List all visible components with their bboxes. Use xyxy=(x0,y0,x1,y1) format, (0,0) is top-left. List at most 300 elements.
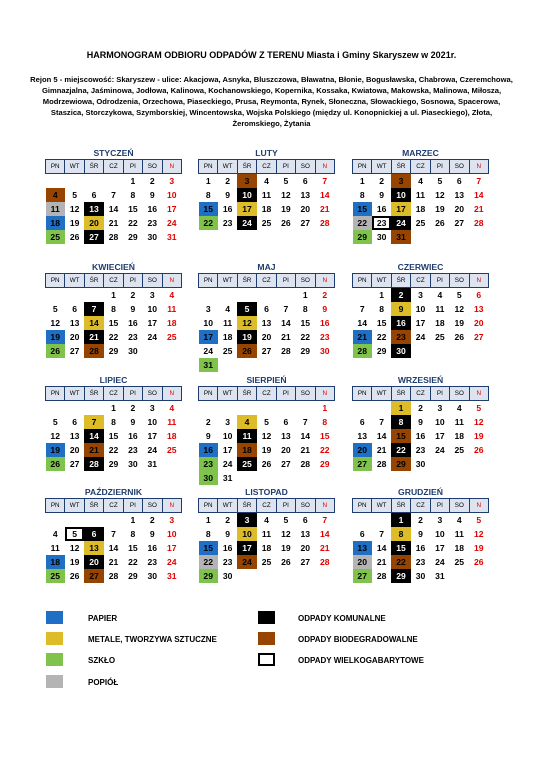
month-name: CZERWIEC xyxy=(397,262,444,272)
day-cell: 29 xyxy=(128,571,138,581)
day-cell: 21 xyxy=(300,445,311,455)
week-row xyxy=(46,527,182,541)
day-cell: 17 xyxy=(237,202,256,216)
day-cell: 22 xyxy=(108,332,119,342)
month-calendar xyxy=(198,262,335,372)
day-cell: 18 xyxy=(261,204,272,214)
day-cell: 6 xyxy=(84,527,103,541)
day-cell: 28 xyxy=(84,457,103,471)
month-calendar xyxy=(352,148,489,244)
day-cell xyxy=(372,401,391,416)
day-cell: 17 xyxy=(435,431,445,441)
day-cell: 2 xyxy=(149,176,155,186)
day-cell: 21 xyxy=(319,543,330,553)
week-row xyxy=(353,202,489,216)
day-cell: 20 xyxy=(300,204,311,214)
day-cell xyxy=(84,513,103,528)
day-cell: 19 xyxy=(69,557,80,567)
day-cell: 16 xyxy=(147,543,158,553)
day-cell: 9 xyxy=(130,417,136,427)
day-cell: 28 xyxy=(108,232,119,242)
day-cell xyxy=(65,174,84,189)
day-cell: 27 xyxy=(300,218,311,228)
day-cell: 1 xyxy=(205,176,211,186)
day-cell: 2 xyxy=(379,176,385,186)
day-cell: 13 xyxy=(454,190,465,200)
day-cell: 4 xyxy=(456,403,462,413)
week-row xyxy=(46,174,182,189)
day-cell: 31 xyxy=(166,571,177,581)
day-cell: 17 xyxy=(166,204,177,214)
day-cell: 14 xyxy=(473,190,484,200)
day-cell: 10 xyxy=(166,190,177,200)
day-cell: 19 xyxy=(46,443,65,457)
day-cell: 26 xyxy=(281,218,291,228)
day-cell: 31 xyxy=(222,473,233,483)
day-cell: 9 xyxy=(418,529,423,539)
day-cell: 24 xyxy=(435,557,445,567)
legend-label: ODPADY BIODEGRADOWALNE xyxy=(298,635,418,644)
day-cell: 19 xyxy=(454,318,465,328)
day-cell: 22 xyxy=(128,218,138,228)
day-cell: 3 xyxy=(437,515,443,525)
week-row xyxy=(199,443,335,457)
month-calendar xyxy=(352,262,489,358)
day-cell: 11 xyxy=(454,417,464,427)
day-cell xyxy=(162,457,181,471)
day-cell xyxy=(296,358,315,372)
day-cell: 5 xyxy=(476,515,482,525)
day-cell xyxy=(65,401,84,416)
day-cell: 28 xyxy=(473,218,484,228)
day-cell: 10 xyxy=(147,417,158,427)
day-cell: 4 xyxy=(52,529,58,539)
day-cell: 5 xyxy=(52,304,58,314)
day-cell: 23 xyxy=(222,218,233,228)
day-cell: 3 xyxy=(391,174,410,189)
week-row xyxy=(46,344,182,358)
day-cell xyxy=(65,513,84,528)
day-cell: 27 xyxy=(69,459,80,469)
month-calendar xyxy=(352,375,489,471)
day-cell: 24 xyxy=(237,216,256,230)
weekday-header: SO xyxy=(143,499,162,513)
day-cell: 4 xyxy=(437,290,443,300)
month-name: PAŹDZIERNIK xyxy=(84,487,143,497)
week-row xyxy=(353,569,489,583)
weekday-header: WT xyxy=(372,387,391,401)
legend-swatch xyxy=(46,653,63,666)
day-cell xyxy=(450,230,469,244)
day-cell: 22 xyxy=(376,332,387,342)
day-cell: 19 xyxy=(281,543,291,553)
legend-swatch xyxy=(46,611,63,624)
day-cell xyxy=(315,358,334,372)
weekday-header: PI xyxy=(123,160,142,174)
day-cell: 8 xyxy=(111,417,116,427)
weekday-header: CZ xyxy=(257,274,276,288)
day-cell: 6 xyxy=(283,417,289,427)
week-row xyxy=(46,188,182,202)
weekday-header: PI xyxy=(123,499,142,513)
week-row xyxy=(199,527,335,541)
day-cell: 7 xyxy=(84,302,103,316)
weekday-header: WT xyxy=(65,499,84,513)
day-cell: 25 xyxy=(435,332,445,342)
week-row xyxy=(46,216,182,230)
day-cell: 14 xyxy=(108,204,119,214)
day-cell: 20 xyxy=(473,318,484,328)
week-row xyxy=(199,569,335,583)
day-cell: 4 xyxy=(169,403,175,413)
day-cell: 15 xyxy=(108,318,119,328)
day-cell: 17 xyxy=(391,202,410,216)
day-cell: 1 xyxy=(130,176,136,186)
day-cell: 12 xyxy=(454,304,465,314)
day-cell xyxy=(237,358,256,372)
day-cell: 12 xyxy=(281,529,291,539)
weekday-header: N xyxy=(162,274,181,288)
month-name: STYCZEŃ xyxy=(93,148,134,158)
day-cell: 6 xyxy=(359,417,365,427)
day-cell: 29 xyxy=(108,459,119,469)
day-cell: 12 xyxy=(281,190,291,200)
day-cell: 23 xyxy=(222,557,233,567)
weekday-header: PN xyxy=(46,274,65,288)
schedule-title: HARMONOGRAM ODBIORU ODPADÓW Z TERENU Miasta i Gminy Skaryszew w 2021r. xyxy=(86,50,457,60)
day-cell xyxy=(469,230,488,244)
day-cell: 14 xyxy=(84,429,103,443)
day-cell: 29 xyxy=(108,346,119,356)
week-row xyxy=(199,330,335,344)
day-cell: 2 xyxy=(130,290,136,300)
day-cell: 10 xyxy=(435,417,445,427)
weekday-header: PI xyxy=(276,499,295,513)
day-cell xyxy=(276,358,295,372)
day-cell xyxy=(104,174,123,189)
weekday-header: ŚR xyxy=(84,274,103,288)
week-row xyxy=(353,401,489,416)
day-cell xyxy=(469,569,488,583)
month-name: MAJ xyxy=(257,262,276,272)
day-cell: 15 xyxy=(391,541,410,555)
weekday-header: ŚR xyxy=(84,387,103,401)
day-cell: 1 xyxy=(379,290,385,300)
day-cell: 23 xyxy=(391,330,410,344)
day-cell: 29 xyxy=(376,346,387,356)
day-cell xyxy=(276,569,295,583)
day-cell: 5 xyxy=(237,302,256,316)
month-name: GRUDZIEŃ xyxy=(398,487,443,497)
weekday-header: N xyxy=(469,274,488,288)
day-cell: 30 xyxy=(147,232,158,242)
day-cell: 5 xyxy=(72,190,78,200)
week-row xyxy=(46,202,182,216)
legend-label: ODPADY KOMUNALNE xyxy=(298,614,386,623)
day-cell: 16 xyxy=(222,543,233,553)
day-cell: 30 xyxy=(128,346,138,356)
day-cell: 17 xyxy=(435,543,445,553)
day-cell: 8 xyxy=(205,529,211,539)
day-cell: 19 xyxy=(281,204,291,214)
day-cell: 28 xyxy=(353,344,372,358)
weekday-header: WT xyxy=(218,387,237,401)
day-cell: 3 xyxy=(169,176,175,186)
weekday-header: PN xyxy=(199,499,218,513)
day-cell xyxy=(450,569,469,583)
day-cell: 5 xyxy=(456,290,462,300)
weekday-header: SO xyxy=(296,274,315,288)
day-cell: 26 xyxy=(261,459,272,469)
day-cell: 7 xyxy=(84,415,103,429)
week-row xyxy=(353,443,489,457)
month-name: LISTOPAD xyxy=(245,487,288,497)
weekday-header: SO xyxy=(296,387,315,401)
day-cell xyxy=(199,401,218,416)
month-calendar xyxy=(198,148,335,230)
day-cell xyxy=(411,344,430,358)
month-name: WRZESIEŃ xyxy=(397,375,444,385)
weekday-header: CZ xyxy=(257,160,276,174)
day-cell: 18 xyxy=(454,431,465,441)
day-cell: 7 xyxy=(302,417,308,427)
day-cell: 9 xyxy=(322,304,328,314)
weekday-header: WT xyxy=(372,274,391,288)
day-cell: 27 xyxy=(473,332,484,342)
day-cell: 12 xyxy=(435,190,445,200)
day-cell: 21 xyxy=(108,218,119,228)
day-cell: 1 xyxy=(359,176,365,186)
day-cell: 19 xyxy=(473,431,484,441)
day-cell: 24 xyxy=(147,332,158,342)
month-calendar xyxy=(45,375,182,471)
day-cell: 3 xyxy=(149,290,155,300)
day-cell: 7 xyxy=(322,176,328,186)
legend-label: ODPADY WIELKOGABARYTOWE xyxy=(298,656,424,665)
day-cell: 8 xyxy=(379,304,385,314)
day-cell xyxy=(276,401,295,416)
month-calendar xyxy=(352,487,489,583)
weekday-header: WT xyxy=(65,387,84,401)
day-cell: 3 xyxy=(237,513,256,528)
weekday-header: PN xyxy=(353,274,372,288)
week-row xyxy=(199,302,335,316)
day-cell: 1 xyxy=(130,515,136,525)
day-cell: 26 xyxy=(281,557,291,567)
week-row xyxy=(353,527,489,541)
day-cell: 31 xyxy=(199,358,218,372)
day-cell: 12 xyxy=(50,431,60,441)
day-cell: 21 xyxy=(376,557,387,567)
day-cell: 2 xyxy=(418,403,423,413)
day-cell: 23 xyxy=(372,216,391,230)
day-cell: 10 xyxy=(166,529,177,539)
weekday-header: N xyxy=(315,274,334,288)
day-cell: 11 xyxy=(50,543,60,553)
legend-label: SZKŁO xyxy=(88,656,116,665)
day-cell: 24 xyxy=(203,346,213,356)
week-row xyxy=(199,216,335,230)
day-cell: 12 xyxy=(473,417,484,427)
weekday-header: SO xyxy=(450,160,469,174)
day-cell: 14 xyxy=(281,318,291,328)
day-cell xyxy=(104,513,123,528)
week-row xyxy=(353,216,489,230)
week-row xyxy=(46,569,182,583)
weekday-header: CZ xyxy=(104,499,123,513)
day-cell: 23 xyxy=(199,457,218,471)
day-cell: 28 xyxy=(84,344,103,358)
day-cell: 30 xyxy=(391,344,410,358)
day-cell: 28 xyxy=(376,571,387,581)
day-cell: 18 xyxy=(435,318,445,328)
day-cell: 15 xyxy=(108,431,119,441)
day-cell: 31 xyxy=(391,230,410,244)
day-cell: 22 xyxy=(353,216,372,230)
day-cell: 19 xyxy=(237,330,256,344)
day-cell: 5 xyxy=(264,417,269,427)
day-cell: 30 xyxy=(199,471,218,485)
day-cell: 26 xyxy=(69,232,80,242)
day-cell: 22 xyxy=(319,445,330,455)
day-cell: 13 xyxy=(300,190,311,200)
day-cell: 19 xyxy=(46,330,65,344)
day-cell: 11 xyxy=(454,529,464,539)
day-cell: 23 xyxy=(128,332,138,342)
day-cell: 15 xyxy=(199,541,218,555)
day-cell: 22 xyxy=(391,443,410,457)
day-cell: 21 xyxy=(353,330,372,344)
day-cell: 7 xyxy=(322,515,328,525)
weekday-header: SO xyxy=(296,499,315,513)
day-cell: 30 xyxy=(128,459,138,469)
day-cell: 27 xyxy=(281,459,291,469)
week-row xyxy=(46,513,182,528)
day-cell: 13 xyxy=(353,541,372,555)
day-cell: 25 xyxy=(454,557,465,567)
weekday-header: PI xyxy=(276,387,295,401)
day-cell: 29 xyxy=(391,457,410,471)
day-cell: 25 xyxy=(454,445,465,455)
day-cell: 21 xyxy=(281,332,291,342)
day-cell: 16 xyxy=(391,316,410,330)
legend-swatch xyxy=(258,611,275,624)
day-cell: 6 xyxy=(476,290,482,300)
weekday-header: PI xyxy=(123,387,142,401)
weekday-header: PI xyxy=(430,387,449,401)
week-row xyxy=(353,429,489,443)
day-cell: 14 xyxy=(300,431,311,441)
day-cell: 13 xyxy=(473,304,484,314)
weekday-header: WT xyxy=(218,160,237,174)
day-cell: 20 xyxy=(84,555,103,569)
day-cell xyxy=(218,401,237,416)
day-cell: 16 xyxy=(415,431,426,441)
day-cell: 17 xyxy=(166,543,177,553)
day-cell: 16 xyxy=(128,431,138,441)
day-cell: 22 xyxy=(128,557,138,567)
day-cell: 25 xyxy=(46,569,65,583)
month-name: KWIECIEŃ xyxy=(92,262,135,272)
day-cell: 19 xyxy=(473,543,484,553)
day-cell: 28 xyxy=(108,571,119,581)
week-row xyxy=(46,302,182,316)
weekday-header: ŚR xyxy=(237,160,256,174)
day-cell: 24 xyxy=(166,557,177,567)
week-row xyxy=(199,202,335,216)
day-cell: 15 xyxy=(300,318,311,328)
weekday-header: PI xyxy=(430,499,449,513)
day-cell: 4 xyxy=(264,515,269,525)
week-row xyxy=(199,457,335,471)
day-cell xyxy=(237,471,256,485)
day-cell xyxy=(84,288,103,303)
day-cell xyxy=(430,457,449,471)
day-cell: 6 xyxy=(264,304,269,314)
weekday-header: SO xyxy=(450,499,469,513)
day-cell: 12 xyxy=(69,543,80,553)
week-row xyxy=(353,330,489,344)
day-cell: 31 xyxy=(166,232,177,242)
day-cell xyxy=(353,513,372,528)
day-cell: 12 xyxy=(473,529,484,539)
day-cell: 15 xyxy=(391,429,410,443)
day-cell: 4 xyxy=(264,176,269,186)
day-cell: 8 xyxy=(205,190,211,200)
day-cell: 9 xyxy=(379,190,385,200)
day-cell: 27 xyxy=(84,569,103,583)
day-cell: 13 xyxy=(84,541,103,555)
day-cell xyxy=(469,457,488,471)
week-row xyxy=(199,415,335,429)
day-cell: 27 xyxy=(454,218,465,228)
day-cell: 2 xyxy=(205,417,211,427)
day-cell: 26 xyxy=(473,557,484,567)
day-cell: 4 xyxy=(169,290,175,300)
day-cell: 3 xyxy=(225,417,231,427)
week-row xyxy=(46,330,182,344)
weekday-header: SO xyxy=(450,274,469,288)
day-cell: 4 xyxy=(225,304,231,314)
day-cell xyxy=(237,288,256,303)
day-cell: 28 xyxy=(300,459,311,469)
day-cell: 25 xyxy=(415,218,426,228)
week-row xyxy=(46,457,182,471)
weekday-header: SO xyxy=(143,387,162,401)
day-cell xyxy=(315,569,334,583)
day-cell: 17 xyxy=(237,541,256,555)
day-cell: 3 xyxy=(418,290,423,300)
weekday-header: CZ xyxy=(104,387,123,401)
day-cell: 5 xyxy=(52,417,58,427)
day-cell: 21 xyxy=(319,204,330,214)
weekday-header: CZ xyxy=(411,274,430,288)
day-cell: 30 xyxy=(222,571,233,581)
day-cell: 13 xyxy=(357,431,367,441)
day-cell: 12 xyxy=(69,204,80,214)
weekday-header: PN xyxy=(46,499,65,513)
day-cell: 16 xyxy=(222,204,233,214)
legend-swatch xyxy=(46,632,63,645)
day-cell: 13 xyxy=(281,431,291,441)
day-cell: 29 xyxy=(353,230,372,244)
week-row xyxy=(46,429,182,443)
weekday-header: PN xyxy=(353,160,372,174)
day-cell: 25 xyxy=(166,445,177,455)
day-cell: 18 xyxy=(166,318,177,328)
day-cell: 26 xyxy=(454,332,465,342)
day-cell: 25 xyxy=(166,332,177,342)
